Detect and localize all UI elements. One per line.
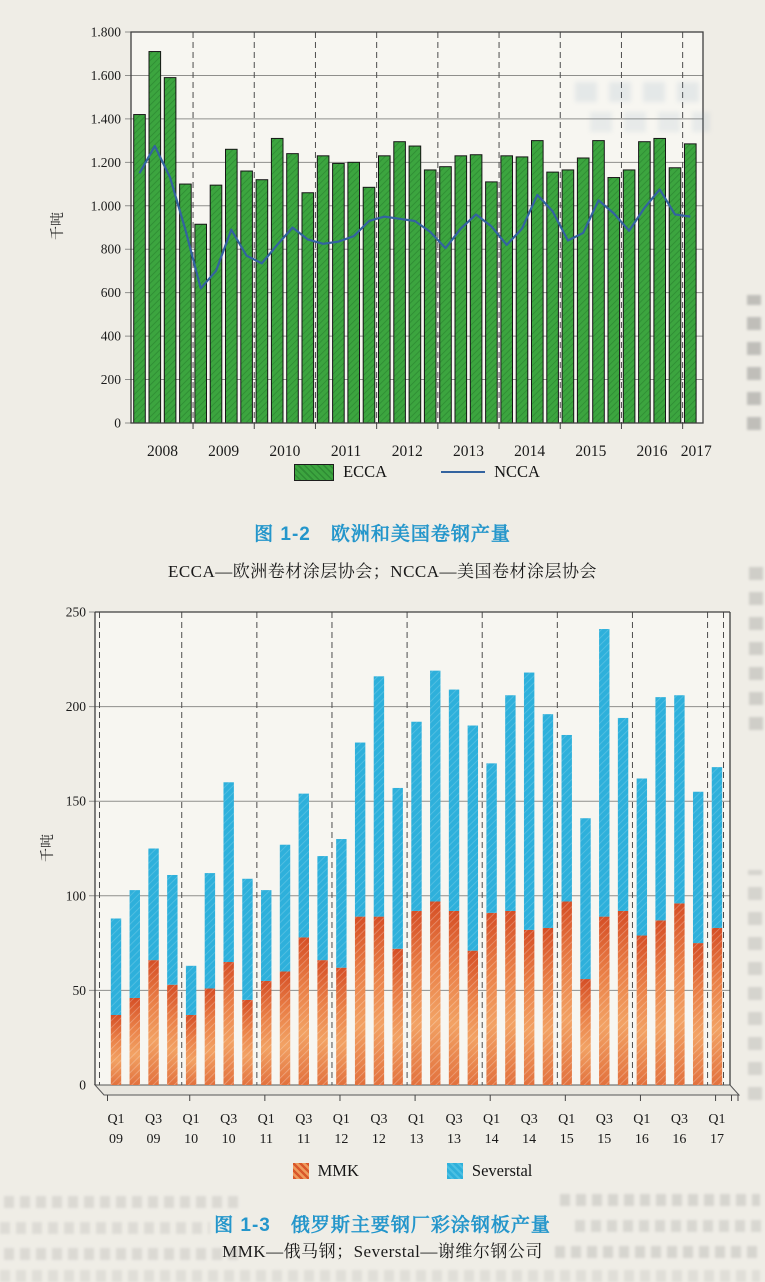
figure1-note: ECCA—欧洲卷材涂层协会；NCCA—美国卷材涂层协会 (167, 562, 598, 581)
svg-text:Q3: Q3 (520, 1112, 538, 1127)
severstal-legend-label: Severstal (471, 1161, 533, 1180)
svg-text:1.200: 1.200 (90, 154, 121, 170)
figure1-legend-ecca (294, 462, 387, 482)
svg-text:10: 10 (184, 1132, 199, 1147)
svg-text:Q1: Q1 (708, 1112, 726, 1127)
svg-text:0: 0 (79, 1077, 86, 1093)
bleed-through-ghost (4, 1196, 244, 1208)
svg-text:Q1: Q1 (107, 1112, 125, 1127)
svg-text:1.800: 1.800 (90, 24, 121, 40)
svg-text:Q1: Q1 (483, 1112, 501, 1127)
svg-text:Q3: Q3 (445, 1112, 463, 1127)
svg-text:14: 14 (522, 1132, 537, 1147)
figure2-legend-severstal (447, 1161, 532, 1181)
svg-text:13: 13 (409, 1132, 424, 1147)
ecca-legend-label: ECCA (343, 462, 388, 481)
svg-text:2012: 2012 (391, 443, 423, 460)
ncca-line-swatch-icon (441, 471, 485, 473)
svg-text:Q3: Q3 (595, 1112, 613, 1127)
svg-text:Q1: Q1 (558, 1112, 576, 1127)
svg-text:14: 14 (484, 1132, 499, 1147)
svg-text:17: 17 (709, 1132, 724, 1147)
svg-text:800: 800 (100, 241, 121, 257)
svg-text:600: 600 (100, 285, 121, 301)
figure2-caption: 图 1-3 俄罗斯主要钢厂彩涂钢板产量 (214, 1215, 551, 1236)
svg-text:Q1: Q1 (182, 1112, 200, 1127)
svg-text:250: 250 (65, 604, 86, 620)
svg-text:200: 200 (100, 372, 121, 388)
svg-text:09: 09 (109, 1132, 123, 1147)
svg-text:50: 50 (72, 982, 86, 998)
svg-text:1.400: 1.400 (90, 111, 121, 127)
mmk-bar-swatch-icon (293, 1163, 309, 1179)
svg-text:Q1: Q1 (257, 1112, 275, 1127)
svg-text:10: 10 (221, 1132, 236, 1147)
svg-text:100: 100 (65, 888, 86, 904)
bleed-through-ghost (0, 1270, 760, 1282)
svg-text:1.600: 1.600 (90, 67, 121, 83)
europe-us-coil-production-chart (0, 0, 765, 585)
ecca-bar-swatch-icon (294, 464, 334, 481)
svg-text:200: 200 (65, 699, 86, 715)
svg-text:2008: 2008 (146, 443, 178, 460)
bleed-through-ghost (560, 1194, 760, 1206)
svg-text:Q3: Q3 (220, 1112, 238, 1127)
figure1-caption: 图 1-2 欧洲和美国卷钢产量 (254, 524, 511, 545)
svg-text:15: 15 (559, 1132, 574, 1147)
svg-text:11: 11 (297, 1132, 311, 1147)
svg-text:16: 16 (672, 1132, 687, 1147)
svg-text:Q3: Q3 (370, 1112, 388, 1127)
svg-text:Q3: Q3 (295, 1112, 313, 1127)
ncca-legend-label: NCCA (494, 462, 540, 481)
figure1-legend (131, 460, 703, 484)
svg-text:2010: 2010 (269, 443, 301, 460)
svg-text:Q1: Q1 (633, 1112, 651, 1127)
severstal-bar-swatch-icon (447, 1163, 463, 1179)
figure2-note: MMK—俄马钢；Severstal—谢维尔钢公司 (222, 1242, 543, 1261)
svg-text:12: 12 (334, 1132, 349, 1147)
svg-text:0: 0 (114, 415, 121, 431)
svg-text:千吨: 千吨 (51, 212, 66, 240)
figure2-legend (95, 1159, 730, 1183)
svg-text:400: 400 (100, 328, 121, 344)
svg-text:Q1: Q1 (407, 1112, 426, 1127)
svg-text:2016: 2016 (636, 443, 668, 460)
svg-text:11: 11 (259, 1132, 273, 1147)
svg-text:Q3: Q3 (144, 1112, 163, 1127)
svg-text:2013: 2013 (452, 443, 484, 460)
russian-steel-coated-sheet-chart (0, 585, 765, 1160)
svg-text:2014: 2014 (514, 443, 546, 460)
svg-text:1.000: 1.000 (90, 198, 121, 214)
figure2-legend-mmk (293, 1161, 359, 1181)
mmk-legend-label: MMK (317, 1161, 359, 1180)
svg-text:12: 12 (371, 1132, 386, 1147)
svg-text:2009: 2009 (208, 443, 240, 460)
svg-text:Q3: Q3 (670, 1112, 688, 1127)
svg-text:2015: 2015 (575, 443, 607, 460)
svg-text:150: 150 (65, 793, 86, 809)
svg-text:2017: 2017 (680, 443, 712, 460)
svg-text:15: 15 (597, 1132, 612, 1147)
svg-text:千吨: 千吨 (41, 834, 56, 862)
svg-text:13: 13 (447, 1132, 462, 1147)
svg-text:09: 09 (146, 1132, 161, 1147)
svg-text:Q1: Q1 (332, 1112, 350, 1127)
svg-text:16: 16 (634, 1132, 649, 1147)
figure1-legend-ncca (441, 462, 540, 482)
svg-text:2011: 2011 (330, 443, 362, 460)
